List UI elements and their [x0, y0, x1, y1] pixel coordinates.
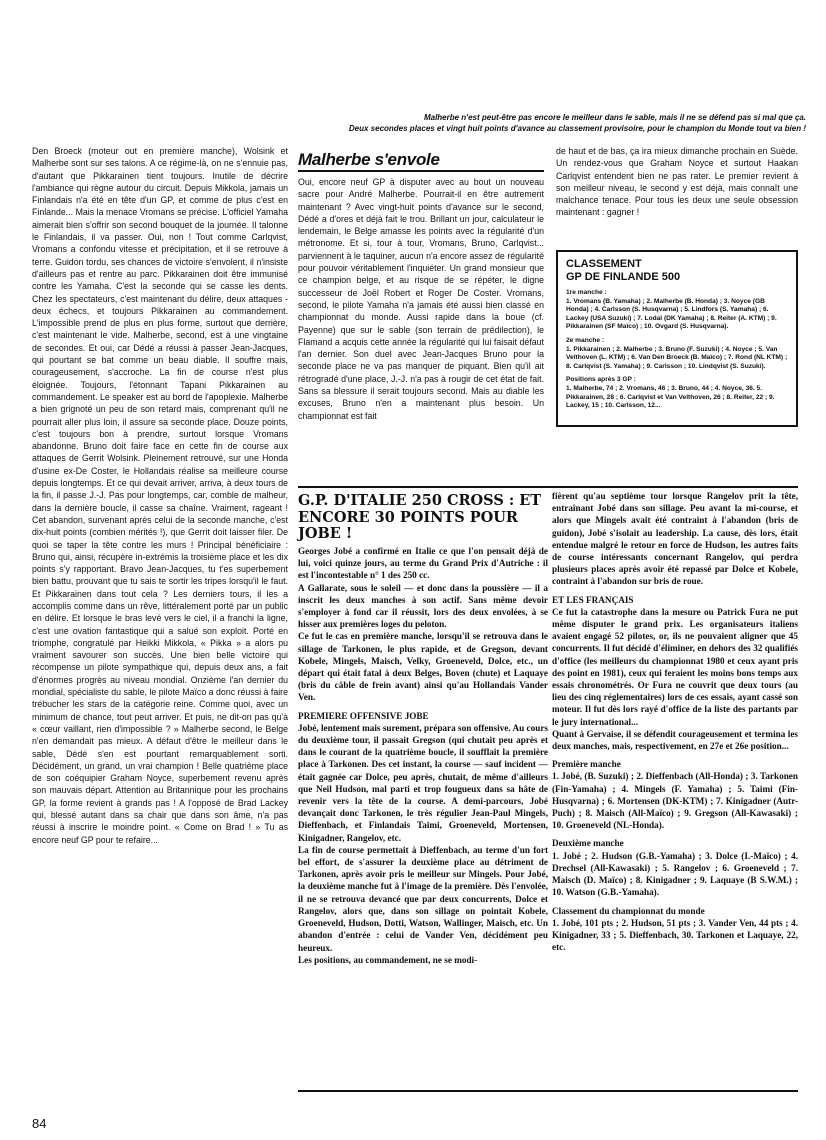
bottom-rule	[298, 1090, 798, 1092]
classement-box	[556, 250, 798, 427]
results-heading: Deuxième manche	[552, 838, 624, 849]
positions-results: 1. Malherbe, 74 ; 2. Vromans, 46 ; 3. Bruno, 44 ; 4. Noyce, 36. 5. Pikkarainen, 28 ; 6. Carlqvist et Van Velthoven, 26 ; 8. Reiter, 22 ; 9. Lackey, 15 ; 10. Carlsson, 12...	[566, 384, 775, 410]
italie-subheading: ET LES FRANÇAIS	[552, 594, 634, 605]
positions-heading: Positions après 3 GP :	[566, 376, 636, 384]
italie-column-1	[298, 545, 548, 1085]
results-text: 1. Jobé, (B. Suzuki) ; 2. Dieffenbach (All-Honda) ; 3. Tarkonen (Fin-Yamaha) ; 4. Mingels (F. Yamaha) ; 5. Taimi (Fin-Husqvarna) ; 6. Mortensen (DK-KTM) ; 7. Kinigadner (Autr-Puch) ; 8. Maisch (All-Maïco) ; 9. Gregson (All-Kawasaki) ; 10. Groeneveld (NL-Honda).	[552, 771, 798, 831]
manche-2-heading: 2e manche :	[566, 336, 605, 344]
left-column-text	[32, 145, 288, 1115]
malherbe-continued-paragraph: de haut et de bas, ça ira mieux dimanche prochain en Suède. Un rendez-vous que Graham Noyce et surtout Haakan Carlqvist entendent bien ne pas rater. Le premier revient à son meilleur niveau, le second y est déjà, mais connaît une malchance tenace. Pour tous les deux une seule obsession maintenant : gagner !	[556, 146, 798, 218]
manche-1-heading: 1re manche :	[566, 289, 607, 296]
malherbe-paragraph: Oui, encore neuf GP à disputer avec au bout un nouveau sacre pour André Malherbe. Pourrait-il en être autrement maintenant ? Avec vingt-huit points d'avance sur le second, Dédé a d'ores et déjà fait le trou. Brillant un jour, calculateur le lendemain, le Belge amasse les points avec la régularité d'un métronome. Et si, tour à tour, Vromans, Bruno, Carlqvist... parviennent à le taquiner, aucun n'a encore assez de régularité pour pouvoir véritablement l'inquiéter. Un grand monsieur que ce champion belge, et au risque de se répéter, le digne successeur de Joël Robert et Roger De Coster. Vromans, second, le pilote Yamaha n'a jamais été aussi bien classé en championnat du monde. Aussi rapide dans la boue (cf. Payenne) que sur le sable (son terrain de prédilection), le Flamand a acquis cette année la régularité qui lui faisait défaut l'an dernier. Son duel avec Jean-Jacques Bruno pour la seconde place ne va pas manquer de piquant. Bien qu'il ait rétrogradé d'une place, J.-J. n'a pas à rougir de cet état de fait. Sans sa blessure il serait toujours second. Mais au diable les excuses, Bruno n'en a maintenant plus besoin. Un championnat est fait	[298, 177, 544, 421]
box-subtitle: GP DE FINLANDE 500	[566, 271, 681, 283]
box-title: CLASSEMENT	[566, 258, 642, 270]
heading-rule	[298, 170, 544, 172]
box-manche-1	[566, 289, 788, 332]
italie-paragraph: Ce fut le cas en première manche, lorsqu'il se retrouva dans le sillage de Tarkonen, le plus rapide, et de Gregson, devant Kobele, Mingels, Maisch, Velky, Groeneveld, Dolce, etc., un départ qui était fatal à deux Belges, Boven (chute) et Laquaye (bris du câble de frein avant) ainsi qu'au Hollandais Vander Ven.	[298, 631, 548, 703]
italie-column-2	[552, 490, 798, 1085]
italie-paragraph: Quant à Gervaise, il se défendit courageusement et termina les deux manches, mais, respectivement, en 27e et 26e position...	[552, 728, 798, 752]
box-positions	[566, 376, 788, 410]
section-rule	[298, 486, 798, 488]
left-column-paragraph: Den Broeck (moteur out en première manche), Wolsink et Malherbe sont sur ses talons. A ce régime-là, on ne s'ennuie pas, d'autant que Pikkarainen tient toujours. Inutile de décrire l'ambiance qui règne autour du circuit. Depuis Mikkola, jamais un Finlandais n'a été en tête d'un GP, et comme de plus c'est en Finlande... Mais la menace Vromans se précise. L'officiel Yamaha aimerait bien s'offrir son second bouquet de la journée. Il talonne le Finlandais, il va passer. Oui, non ! Tout comme Carlqvist, Vromans a confondu vitesse et précipitation, et il se retrouve à terre. Guidon tordu, ses chances de victoire s'envolent, il n'insiste d'ailleurs pas et rentre au parc. Pikkarainen doit être immunisé contre les Yamaha. C'est la seconde qui se casse les dents. Chez les spectateurs, c'est maintenant du délire, deux attaques - deux échecs, et toujours Pikkarainen au commandement. L'impossible prend de plus en plus forme, surtout que derrière, c'est maintenant le vide. Malherbe, second, est à une vingtaine de secondes. Et oui, car Dédé a réussi à passer Jean-Jacques, qui pourtant se bat comme un beau diable. Il souffre mais, courageusement, s'accroche. La fin de course n'est plus éloignée. Toujours, l'étonnant Tapani Pikkarainen au commandement. Le speaker est au bord de l'apoplexie. Malherbe a bien grignoté un peu de son retard mais, comprenant qu'il ne pourrait aller plus loin, il assure sa seconde place. Douze points, c'est toujours bon à prendre, surtout lorsque Vromans abandonne. Bruno doit faire face en cette fin de course aux attaques de Gerrit Wolsink. Pleinement retrouvé, sur une Honda d'usine ex-De Coster, le Hollandais réalise sa meilleure course depuis longtemps. Et ce qui devait arriver, arriva, à deux tours de la fin, il passe J.-J. Pas pour longtemps, car, comble de malheur, dans la dernière boucle, il casse sa chaîne. Vraiment, rageant ! Cet abandon, survenant après celui de la seconde manche, c'est dix-huit points (combien mérités !), que Gerrit doit laisser filer. De quoi se taper la tête contre les murs ! Principal bénéficiaire : Bruno qui, ainsi, récupère in-extrémis la troisième place et les dix points s'y rapportant. Bravo Jean-Jacques, tu t'es superbement bien battu, prouvant que tu sais te sortir les tripes lorsqu'il le faut. Et Pikkarainen dans tout cela ? Les derniers tours, il les a accomplis comme dans un rêve, littéralement porté par un public en délire. Et lorsque le bras levé vers le ciel, il a franchi la ligne, c'est une ovation fantastique qui a salué son exploit. Porté en triomphe, congratulé par Heikki Mikkola, « Pikka » a alors pu vraiment savourer son succès. Une bien belle victoire qui récompense un pilote sympathique qui, depuis deux ans, a fait d'énormes progrès au niveau mondial. Onzième l'an dernier du mondial, spécialiste du sable, le pilote Maïco a donc réussi à faire trébucher les stars de la catégorie reine. Comme quoi, avec un minimum de chance, tout peut arriver. Et puis, ne dit-on pas qu'à « cœur vaillant, rien d'impossible ? » Malherbe second, le Belge n'en demandait pas mieux. A défaut d'être le meilleur dans le sable, Dédé s'en est pourtant remarquablement sorti. Décidément, un grand, un vrai champion ! Belle quatrième place de son coéquipier Graham Noyce, superbement revenu après son mauvais départ. Attention au Britannique pour les prochains GP, la forme revient à grands pas ! A l'opposé de Brad Lackey qui, blessé autant dans sa chair que dans son âme, n'a pas réussi à inscrire le moindre point. « Come on Brad ! » Tu as encore neuf GP pour te refaire...	[32, 146, 288, 845]
malherbe-body	[298, 176, 544, 474]
italie-heading: G.P. D'ITALIE 250 CROSS : ET ENCORE 30 POINTS POUR JOBE !	[298, 492, 542, 542]
malherbe-continued	[556, 145, 798, 243]
results-text: 1. Jobé ; 2. Hudson (G.B.-Yamaha) ; 3. Dolce (I.-Maïco) ; 4. Drechsel (All-Kawasaki) ; 5. Rangelov ; 6. Groeneveld ; 7. Maisch (D. Maïco) ; 8. Kinigadner ; 9. Laquaye (B S.W.M.) ; 10. Watson (G.B.-Yamaha).	[552, 850, 798, 898]
italie-paragraph: Ce fut la catastrophe dans la mesure ou Patrick Fura ne put même disputer le grand prix. Les organisateurs italiens avaient engagé 52 pilotes, or, ils ne pouvaient aligner que 45 concurrents. Il fut décidé d'éliminer, en dehors des 32 qualifiés d'office (les meilleurs du championnat 1980 et ceux ayant pris des point en 1981), ceux qui feraient les moins bons temps aux essais chronométrés. Or Fura ne couvrit que deux tours (au lieu des cinq réglementaires) lors de ces essais, ayant cassé son moteur. Il fut dès lors rayé d'office de la liste des partants par le jury international...	[552, 606, 798, 727]
italie-paragraph: La fin de course permettait à Dieffenbach, au terme d'un fort bel effort, de s'assurer la deuxième place au détriment de Tarkonen, après avoir pris le meilleur sur Mingels. Pour Jobé, la deuxième manche fut à l'image de la première. Dès l'envolée, il ne se retrouva devancé que par deux concurrents, Dolce et Rangelov, alors que, dans son sillage on pointait Kobele, Groeneveld, Hudson, Dotti, Watson, Wallinger, Maisch, etc. Un abandon d'entrée : celui de Vander Ven, décidément peu heureux.	[298, 844, 548, 953]
results-heading: Classement du championnat du monde	[552, 905, 705, 916]
malherbe-heading: Malherbe s'envole	[298, 150, 440, 169]
photo-caption	[186, 112, 806, 134]
results-text: 1. Jobé, 101 pts ; 2. Hudson, 51 pts ; 3. Vander Ven, 44 pts ; 4. Kinigadner, 33 ; 5. Dieffenbach, 30. Tarkonen et Laquaye, 22, etc.	[552, 917, 798, 953]
italie-paragraph: fièrent qu'au septième tour lorsque Rangelov prit la tête, entraînant Jobé dans son sillage. Peu avant la mi-course, et alors que Mingels avait été contraint à l'abandon (bris de guidon), Jobé s'isolait au leadership. La cause, dès lors, était entendue malgré le retour en force de Hudson, les autres faits de course intéressants concernant Rangelov, qui perdra plusieurs places après avoir été repassé par Dolce et Kobele, contraint à l'abandon sur bris de roue.	[552, 491, 798, 587]
italie-subheading: PREMIERE OFFENSIVE JOBE	[298, 710, 429, 721]
italie-paragraph: Georges Jobé a confirmé en Italie ce que l'on pensait déjà de lui, voici quinze jours, au terme du Grand Prix d'Autriche : il est l'incontestable n° 1 des 250 cc.	[298, 546, 548, 581]
results-heading: Première manche	[552, 759, 621, 770]
caption-line-1: Malherbe n'est peut-être pas encore le meilleur dans le sable, mais il ne se défend pas si mal que ça.	[423, 113, 806, 122]
manche-2-results: 1. Pikkarainen ; 2. Malherbe ; 3. Bruno (F. Suzuki) ; 4. Noyce ; 5. Van Velthoven (L. KTM) ; 6. Van Den Broeck (B. Maïco) ; 7. Rond (NL KTM) ; 8. Carlqvist (S. Yamaha) ; 9. Carlsson ; 10. Lindqvist (S. Suzuki).	[566, 345, 788, 370]
page-number: 84	[32, 1116, 47, 1131]
italie-paragraph: A Gallarate, sous le soleil — et donc dans la poussière — il a inscrit les deux manches à son actif. Sans même devoir s'employer à fond car il réussit, lors des deux envolées, à se hisser aux premières loges du peloton.	[298, 582, 548, 630]
box-manche-2	[566, 337, 788, 371]
caption-line-2: Deux secondes places et vingt huit points d'avance au classement provisoire, pour le champion du Monde tout va bien !	[348, 124, 806, 133]
italie-paragraph: Jobé, lentement mais surement, prépara son offensive. Au cours du deuxième tour, il passait Gregson (qui chutait peu après et dans le courant de la quatrième boucle, il soufflait la première place à Tarkonen. Des cet instant, la course — sauf incident — était gagnée car Dolce, peu après, chutait, de même d'ailleurs que Neil Hudson, mal parti et trop fougueux dans sa hâte de revenir vers la tête de la course. A demi-parcours, Jobé devançait donc Tarkonen, le très régulier Jean-Paul Mingels, Dieffenbach, et Finlandais Taimi, Groeneveld, Mortensen, Kinigadner, Rangelov, etc.	[298, 722, 548, 843]
manche-1-results: 1. Vromans (B. Yamaha) ; 2. Malherbe (B. Honda) ; 3. Noyce (GB Honda) ; 4. Carlsson (S. Husqvarna) ; 5. Lindfors (S. Yamaha) ; 6. Lackey (USA Suzuki) ; 7. Lodal (DK Yamaha) ; 8. Reiter (A. KTM) ; 9. Pikkarainen (SF Maïco) ; 10. Ovgard (S. Husqvarna).	[566, 297, 777, 331]
italie-paragraph: Les positions, au commandement, ne se modi-	[298, 954, 478, 965]
